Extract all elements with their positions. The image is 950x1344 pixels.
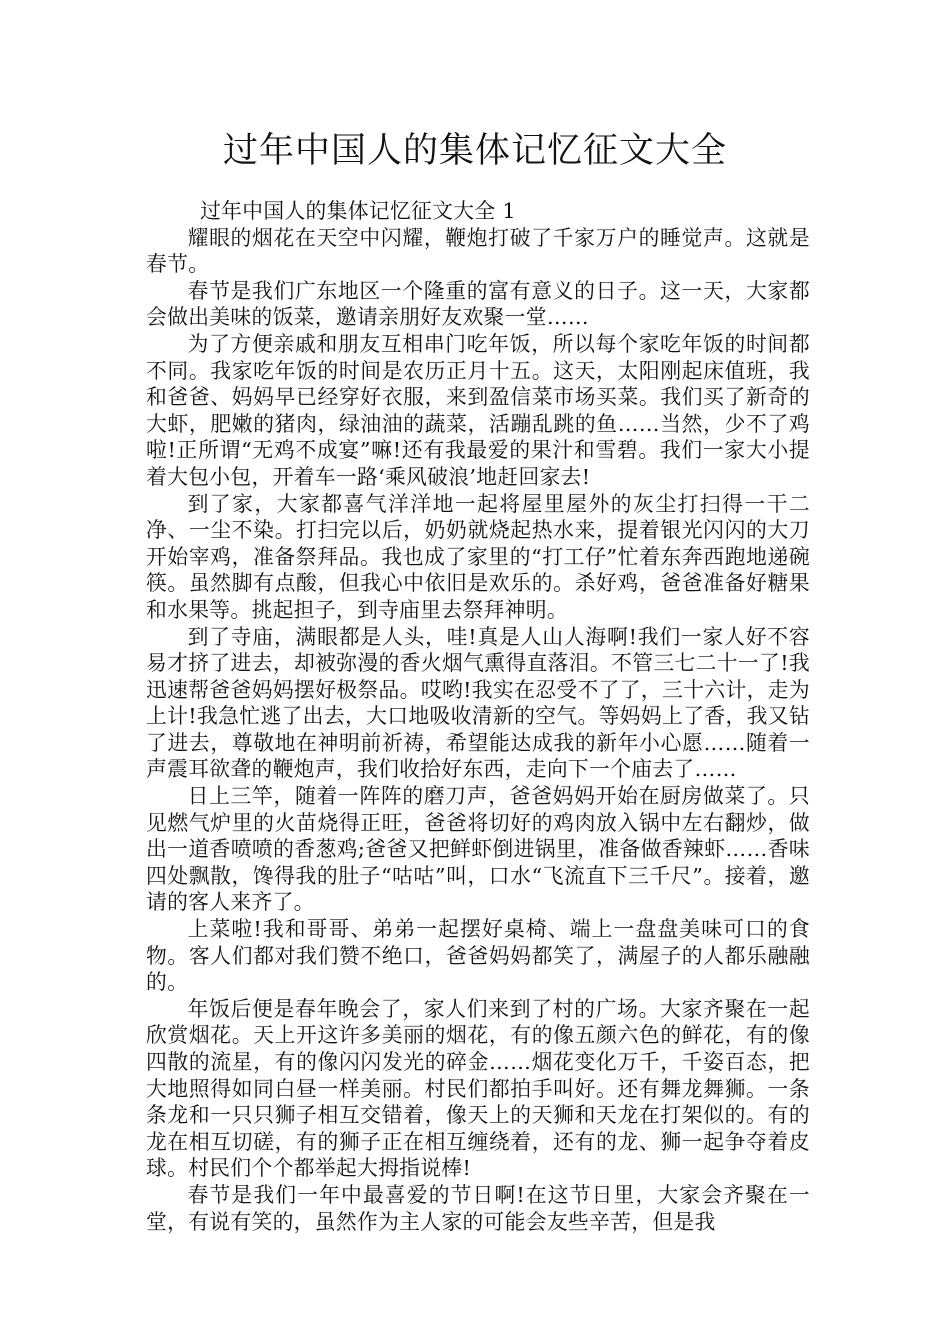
paragraph: 到了寺庙，满眼都是人头，哇!真是人山人海啊!我们一家人好不容易才挤了进去，却被弥漫的香火烟气熏得直落泪。不管三七二十一了!我迅速帮爸爸妈妈摆好极祭品。哎哟!我实在忍受不了了，三十六计，走为上计!我急忙逃了出去，大口地吸收清新的空气。等妈妈上了香，我又钻了进去，尊敬地在神明前祈祷，希望能达成我的新年小心愿……随着一声震耳欲聋的鞭炮声，我们收拾好东西，走向下一个庙去了…… bbox=[146, 624, 810, 782]
paragraph: 年饭后便是春年晚会了，家人们来到了村的广场。大家齐聚在一起欣赏烟花。天上开这许多美丽的烟花，有的像五颜六色的鲜花，有的像四散的流星，有的像闪闪发光的碎金……烟花变化万千，千姿百态，把大地照得如同白昼一样美丽。村民们都拍手叫好。还有舞龙舞狮。一条条龙和一只只狮子相互交错着，像天上的天狮和天龙在打架似的。有的龙在相互切磋，有的狮子正在相互缠绕着，还有的龙、狮一起争夺着皮球。村民们个个都举起大拇指说棒! bbox=[146, 996, 810, 1181]
paragraph: 春节是我们一年中最喜爱的节日啊!在这节日里，大家会齐聚在一堂，有说有笑的，虽然作为主人家的可能会友些辛苦，但是我 bbox=[146, 1182, 810, 1234]
paragraph: 春节是我们广东地区一个隆重的富有意义的日子。这一天，大家都会做出美味的饭菜，邀请亲朋好友欢聚一堂…… bbox=[146, 278, 810, 330]
section-heading: 过年中国人的集体记忆征文大全 1 bbox=[200, 199, 516, 223]
paragraph: 到了家，大家都喜气洋洋地一起将屋里屋外的灰尘打扫得一干二净、一尘不染。打扫完以后，奶奶就烧起热水来，提着银光闪闪的大刀开始宰鸡，准备祭拜品。我也成了家里的“打工仔”忙着东奔西跑地递碗筷。虽然脚有点酸，但我心中依旧是欢乐的。杀好鸡，爸爸准备好糖果和水果等。挑起担子，到寺庙里去祭拜神明。 bbox=[146, 491, 810, 622]
paragraph: 为了方便亲戚和朋友互相串门吃年饭，所以每个家吃年饭的时间都不同。我家吃年饭的时间是农历正月十五。这天，太阳刚起床值班，我和爸爸、妈妈早已经穿好衣服，来到盈信菜市场买菜。我们买了新奇的大虾，肥嫩的猪肉，绿油油的蔬菜，活蹦乱跳的鱼……当然，少不了鸡啦!正所谓“无鸡不成宴”嘛!还有我最爱的果汁和雪碧。我们一家大小提着大包小包，开着车一路‘乘风破浪’地赶回家去! bbox=[146, 331, 810, 489]
document-title: 过年中国人的集体记忆征文大全 bbox=[222, 131, 727, 171]
paragraph: 日上三竿，随着一阵阵的磨刀声，爸爸妈妈开始在厨房做菜了。只见燃气炉里的火苗烧得正旺，爸爸将切好的鸡肉放入锅中左右翻炒，做出一道香喷喷的香葱鸡;爸爸又把鲜虾倒进锅里，准备做香辣虾……香味四处飘散，馋得我的肚子“咕咕”叫，口水“飞流直下三千尺”。接着，邀请的客人来齐了。 bbox=[146, 784, 810, 915]
paragraph: 上菜啦!我和哥哥、弟弟一起摆好桌椅、端上一盘盘美味可口的食物。客人们都对我们赞不绝口，爸爸妈妈都笑了，满屋子的人都乐融融的。 bbox=[146, 917, 810, 995]
paragraph: 耀眼的烟花在天空中闪耀，鞭炮打破了千家万户的睡觉声。这就是春节。 bbox=[146, 225, 810, 277]
document-body bbox=[146, 198, 810, 1235]
